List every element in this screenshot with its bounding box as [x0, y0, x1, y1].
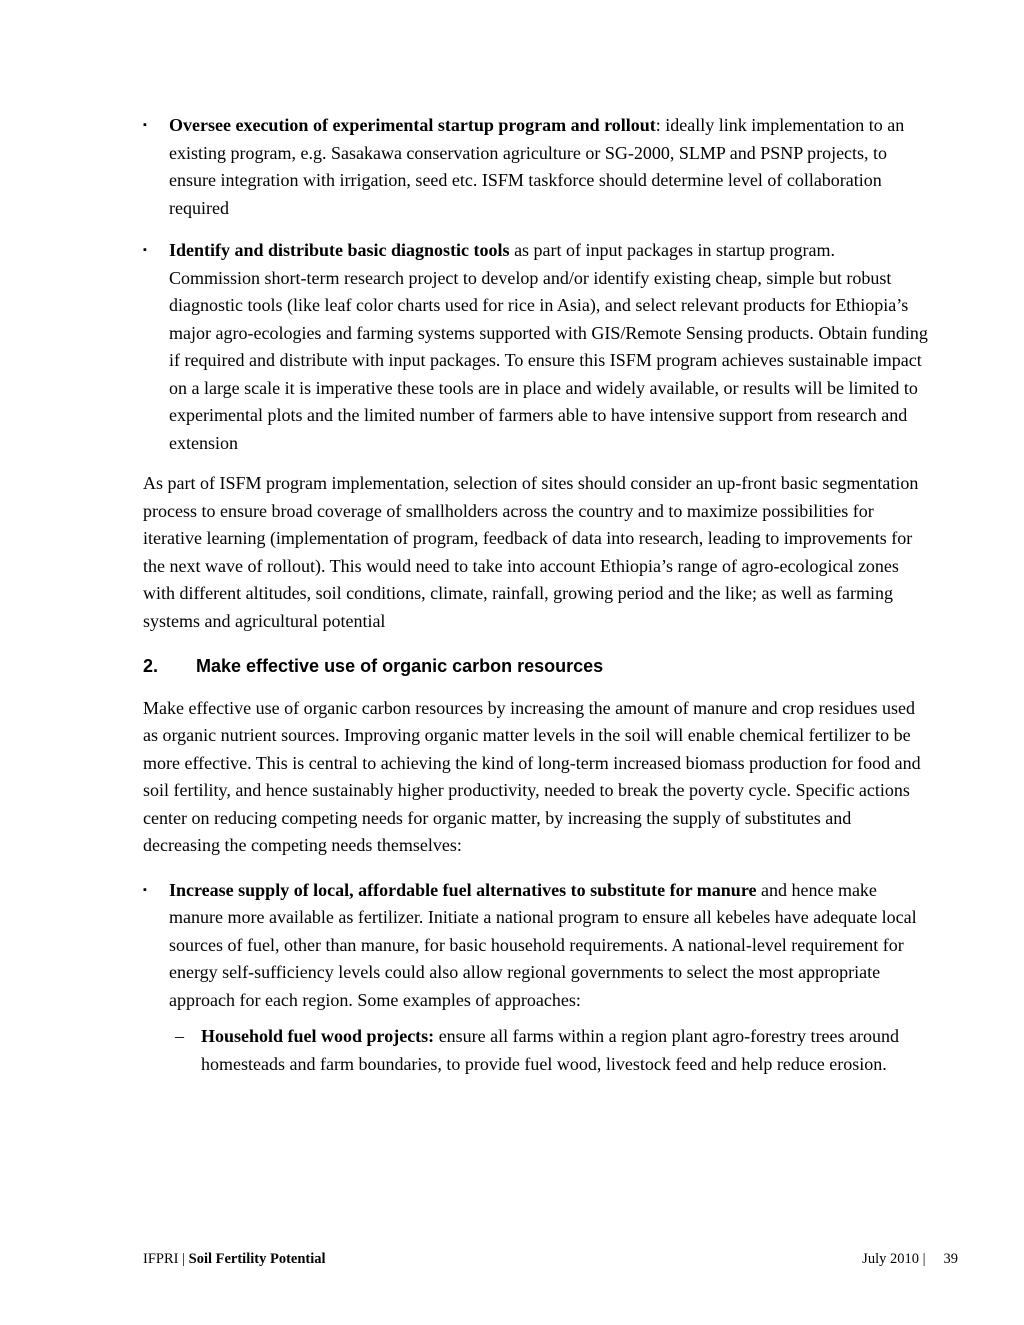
- bullet-bold-lead: Increase supply of local, affordable fuel alternatives to substitute for manure: [169, 879, 757, 900]
- sub-bullet-list: [175, 1023, 928, 1078]
- paragraph-organic-carbon: Make effective use of organic carbon resources by increasing the amount of manure and crop residues used as organic nutrient sources. Improving organic matter levels in the soil will enable chemical fertilizer to be more effective. This is central to achieving the kind of long-term increased biomass production for food and soil fertility, and hence sustainably higher productivity, needed to break the poverty cycle. Specific actions center on reducing competing needs for organic matter, by increasing the supply of substitutes and decreasing the competing needs themselves:: [143, 697, 921, 855]
- footer-date: July 2010 |: [862, 1251, 926, 1267]
- page-number: 39: [943, 1251, 958, 1267]
- paragraph-site-selection: As part of ISFM program implementation, selection of sites should consider an up-front basic segmentation process to ensure broad coverage of smallholders across the country and to maximize possibilities for iterative learning (implementation of program, feedback of data into research, leading to improvements for the next wave of rollout). This would need to take into account Ethiopia’s range of agro-ecological zones with different altitudes, soil conditions, climate, rainfall, growing period and the like; as well as farming systems and agricultural potential: [143, 473, 919, 631]
- bullet-body-text: and hence make manure more available as fertilizer. Initiate a national program to ensure all kebeles have adequate local sources of fuel, other than manure, for basic household requirements. A national-level requirement for energy self-sufficiency levels could also allow regional governments to select the most appropriate approach for each region. Some examples of approaches:: [169, 879, 917, 1010]
- footer-left: [143, 1250, 326, 1268]
- bullet-list-top: [143, 112, 928, 457]
- footer-right: [862, 1250, 958, 1268]
- page-content: [143, 112, 928, 1078]
- section-title: Make effective use of organic carbon resources: [196, 656, 604, 676]
- square-bullet-icon: ▪: [143, 119, 147, 131]
- footer-document-title: Soil Fertility Potential: [188, 1251, 326, 1267]
- square-bullet-icon: ▪: [143, 883, 147, 896]
- sub-bullet-item-fuel-wood: [175, 1023, 928, 1078]
- sub-bullet-bold-lead: Household fuel wood projects:: [201, 1026, 435, 1046]
- bullet-text: [169, 237, 928, 457]
- footer-brand: IFPRI |: [143, 1251, 189, 1267]
- sub-bullet-text: [201, 1023, 928, 1078]
- bullet-bold-lead: Identify and distribute basic diagnostic tools: [169, 240, 510, 260]
- dash-bullet-icon: –: [175, 1026, 184, 1046]
- square-bullet-icon: ▪: [143, 244, 147, 256]
- bullet-text: [169, 112, 928, 222]
- bullet-text: [169, 877, 928, 1015]
- section-number: 2.: [143, 656, 159, 676]
- bullet-body-text: as part of input packages in startup program. Commission short-term research project to develop and/or identify existing cheap, simple but robust diagnostic tools (like leaf color charts used for rice in Asia), and select relevant products for Ethiopia’s major agro-ecologies and farming systems supported with GIS/Remote Sensing products. Obtain funding if required and distribute with input packages. To ensure this ISFM program achieves sustainable impact on a large scale it is imperative these tools are in place and widely available, or results will be limited to experimental plots and the limited number of farmers able to have intensive support from research and extension: [169, 240, 928, 453]
- bullet-item-increase-supply: [143, 877, 928, 1015]
- section-heading: [143, 653, 928, 681]
- bullet-item-identify: [143, 237, 928, 457]
- bullet-list-actions: [143, 877, 928, 1015]
- bullet-body-text: : ideally link implementation to an existing program, e.g. Sasakawa conservation agriculture or SG-2000, SLMP and PSNP projects, to ensure integration with irrigation, seed etc. ISFM taskforce should determine level of collaboration required: [169, 115, 905, 218]
- sub-bullet-body-text: ensure all farms within a region plant agro-forestry trees around homesteads and farm boundaries, to provide fuel wood, livestock feed and help reduce erosion.: [201, 1026, 900, 1074]
- bullet-item-oversee: [143, 112, 928, 222]
- page-footer: [143, 1250, 958, 1268]
- bullet-bold-lead: Oversee execution of experimental startup program and rollout: [169, 115, 656, 135]
